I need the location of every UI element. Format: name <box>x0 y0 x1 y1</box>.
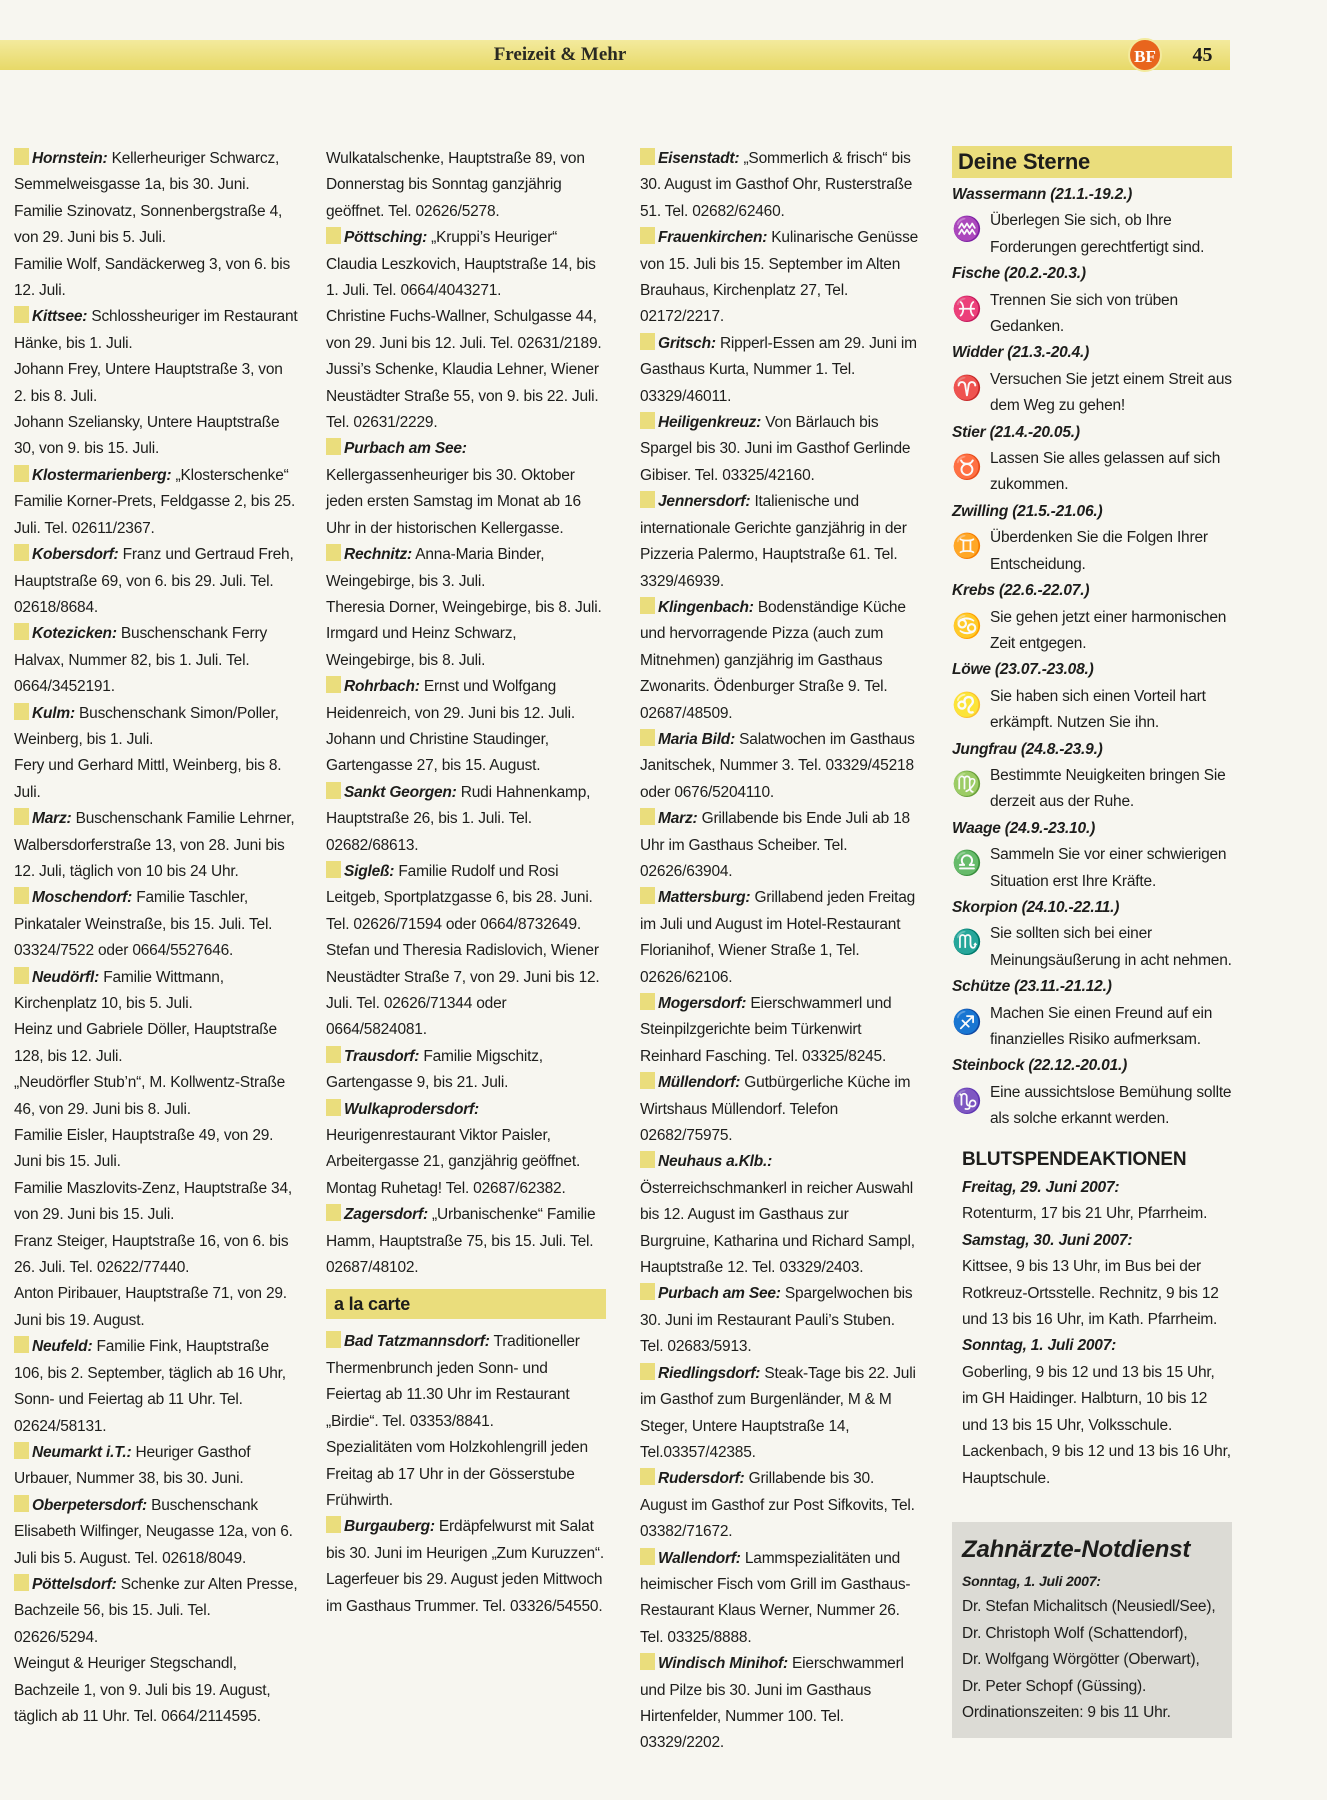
listing-text: Erdäpfelwurst mit Salat bis 30. Juni im Heurigen „Zum Kuruzzen“. <box>326 1518 605 1562</box>
sign-text: Überlegen Sie sich, ob Ihre Forderungen gerechtfertigt sind. <box>990 212 1205 256</box>
sign-title: Löwe (23.07.-23.08.) <box>952 661 1094 679</box>
place-name: Eisenstadt: <box>658 150 740 167</box>
listing-entry <box>326 436 606 542</box>
place-name: Oberpetersdorf: <box>32 1496 147 1514</box>
bullet-marker <box>14 808 29 825</box>
listing-entry <box>14 753 298 806</box>
place-name: Frauenkirchen: <box>658 229 768 247</box>
sign-text: Sie sollten sich bei einer Meinungsäußerung in acht nehmen. <box>990 925 1232 969</box>
sign-title: Krebs (22.6.-22.07.) <box>952 582 1090 600</box>
bullet-marker <box>14 1495 29 1512</box>
place-name: Bad Tatzmannsdorf: <box>344 1333 490 1351</box>
bullet-marker <box>326 544 341 561</box>
dentist-doctor: Dr. Stefan Michalitsch (Neusiedl/See), <box>962 1598 1216 1616</box>
bullet-marker <box>640 887 655 904</box>
bullet-marker <box>326 861 341 878</box>
horoscope-sign <box>952 895 1232 974</box>
listing-text: Familie Rudolf und Rosi Leitgeb, Sportplatzgasse 6, bis 28. Juni. Tel. 02626/71594 oder 0664/8732649. <box>326 862 593 933</box>
place-name: Kittsee: <box>32 308 88 326</box>
column-heuriger-1 <box>14 146 298 1730</box>
place-name: Rudersdorf: <box>658 1470 745 1488</box>
bullet-marker <box>14 887 29 904</box>
cancer-icon: ♋ <box>952 612 982 640</box>
listing-text: Steak-Tage bis 22. Juli im Gasthof zum Burgenländer, M & M Steger, Untere Hauptstraße 14, Tel.03357/42385. <box>640 1364 916 1461</box>
horoscope-list <box>952 182 1232 1133</box>
listing-entry <box>14 1572 298 1651</box>
sign-title: Fische (20.2.-20.3.) <box>952 265 1086 283</box>
listing-entry <box>14 1123 298 1176</box>
horoscope-sign <box>952 182 1232 261</box>
bullet-marker <box>640 1151 655 1168</box>
listing-entry <box>640 225 922 331</box>
place-name: Zagersdorf: <box>344 1206 428 1224</box>
listing-entry <box>640 1281 922 1360</box>
sign-text: Sie gehen jetzt einer harmonischen Zeit entgegen. <box>990 608 1227 652</box>
place-name: Moschendorf: <box>32 889 133 907</box>
listing-entry <box>640 991 922 1070</box>
listing-entry <box>14 463 298 542</box>
listing-entry <box>326 1514 606 1567</box>
listing-entry <box>14 252 298 305</box>
place-name: Kulm: <box>32 704 75 722</box>
listing-text: Heinz und Gabriele Döller, Hauptstraße 128, bis 12. Juli. <box>14 1021 277 1065</box>
listing-text: Von Bärlauch bis Spargel bis 30. Juni im Gasthof Gerlinde Gibiser. Tel. 03325/42160. <box>640 414 911 484</box>
bullet-marker <box>640 1072 655 1089</box>
listing-entry <box>326 1329 606 1435</box>
sign-text: Überdenken Sie die Folgen Ihrer Entscheidung. <box>990 529 1208 573</box>
bullet-marker <box>14 1442 29 1459</box>
listing-text: Johann Szeliansky, Untere Hauptstraße 30, von 9. bis 15. Juli. <box>14 414 280 458</box>
listing-entry <box>326 1202 606 1281</box>
listing-entry <box>14 1017 298 1070</box>
sign-title: Zwilling (21.5.-21.06.) <box>952 502 1103 520</box>
bullet-marker <box>326 1331 341 1348</box>
listing-text: Familie Fink, Hauptstraße 106, bis 2. September, täglich ab 16 Uhr, Sonn- und Feiertag ab 11 Uhr. Tel. 02624/58131. <box>14 1338 286 1435</box>
listing-text: Weingut & Heuriger Stegschandl, Bachzeile 1, von 9. Juli bis 19. August, täglich ab 11 Uhr. Tel. 0664/2114595. <box>14 1655 271 1725</box>
listing-entry <box>640 1546 922 1652</box>
place-name: Heiligenkreuz: <box>658 414 762 432</box>
listing-entry <box>640 727 922 806</box>
listing-text: Spezialitäten vom Holzkohlengrill jeden Freitag ab 17 Uhr in der Gösserstube Frühwirth. <box>326 1439 588 1509</box>
listing-text: Grillabende bis 30. August im Gasthof zur Post Sifkovits, Tel. 03382/71672. <box>640 1470 915 1541</box>
listing-entry <box>640 1070 922 1149</box>
listing-entry <box>14 806 298 885</box>
listing-text: Buschenschank Simon/Poller, Weinberg, bis 1. Juli. <box>14 704 279 748</box>
listing-text: Schenke zur Alten Presse, Bachzeile 56, bis 15. Juli. Tel. 02626/5294. <box>14 1575 298 1646</box>
gemini-icon: ♊ <box>952 533 982 561</box>
sign-text: Versuchen Sie jetzt einem Streit aus dem Weg zu gehen! <box>990 370 1232 415</box>
listing-text: Irmgard und Heinz Schwarz, Weingebirge, bis 8. Juli. <box>326 625 517 669</box>
place-name: Klingenbach: <box>658 598 754 616</box>
place-name: Mattersburg: <box>658 889 751 907</box>
sign-title: Steinbock (22.12.-20.01.) <box>952 1057 1128 1075</box>
dentist-doctor: Dr. Peter Schopf (Güssing). <box>962 1677 1147 1695</box>
dentist-date: Sonntag, 1. Juli 2007: <box>962 1572 1101 1589</box>
bullet-marker <box>640 412 655 429</box>
bullet-marker <box>640 1548 655 1565</box>
bullet-marker <box>640 333 655 350</box>
listing-entry <box>326 146 606 225</box>
a-la-carte-list <box>326 1329 606 1619</box>
listing-text: „Kruppi’s Heuriger“ Claudia Leszkovich, Hauptstraße 14, bis 1. Juli. Tel. 0664/4043271. <box>326 229 596 300</box>
listing-entry <box>640 489 922 595</box>
listing-entry <box>14 1176 298 1229</box>
horoscope-heading: Deine Sterne <box>952 146 1232 178</box>
bullet-marker <box>14 148 29 165</box>
listing-text: Kellergassenheuriger bis 30. Oktober jeden ersten Samstag im Monat ab 16 Uhr in der historischen Kellergasse. <box>326 466 581 537</box>
place-name: Mogersdorf: <box>658 995 747 1012</box>
place-name: Rechnitz: <box>344 546 412 564</box>
horoscope-sign <box>952 657 1232 736</box>
listing-text: Grillabend jeden Freitag im Juli und August im Hotel-Restaurant Florianihof, Wiener Straße 1, Tel. 02626/62106. <box>640 889 916 986</box>
listing-text: Eierschwammerl und Steinpilzgerichte beim Türkenwirt Reinhard Fasching. Tel. 03325/8245. <box>640 995 892 1065</box>
horoscope-sign <box>952 974 1232 1053</box>
listing-text: Lammspezialitäten und heimischer Fisch vom Grill im Gasthaus-Restaurant Klaus Werner, Nummer 26. Tel. 03325/8888. <box>640 1549 911 1646</box>
place-name: Maria Bild: <box>658 730 736 748</box>
bullet-marker <box>14 967 29 984</box>
listing-entry <box>640 806 922 885</box>
listing-text: Kellerheuriger Schwarcz, Semmelweisgasse 1a, bis 30. Juni. <box>14 150 280 194</box>
sign-text: Eine aussichtslose Bemühung sollte als solche erkannt werden. <box>990 1083 1232 1128</box>
dentist-doctor: Dr. Christoph Wolf (Schattendorf), <box>962 1624 1188 1642</box>
place-name: Rohrbach: <box>344 678 420 696</box>
place-name: Müllendorf: <box>658 1074 741 1092</box>
listing-text: „Urbanischenke“ Familie Hamm, Hauptstraße 75, bis 15. Juli. Tel. 02687/48102. <box>326 1206 596 1277</box>
place-name: Neufeld: <box>32 1338 93 1356</box>
place-name: Neudörfl: <box>32 968 100 986</box>
dentist-list <box>962 1594 1222 1700</box>
bullet-marker <box>326 1204 341 1221</box>
listing-entry <box>640 1466 922 1545</box>
listing-entry <box>326 225 606 304</box>
listing-text: Familie Migschitz, Gartengasse 9, bis 21. Juli. <box>326 1047 543 1092</box>
bullet-marker <box>14 306 29 323</box>
dentist-doctor: Dr. Wolfgang Wörgötter (Oberwart), <box>962 1651 1200 1669</box>
listing-text: Rudi Hahnenkamp, Hauptstraße 26, bis 1. Juli. Tel. 02682/68613. <box>326 783 591 854</box>
horoscope-sign <box>952 816 1232 895</box>
place-name: Jennersdorf: <box>658 493 751 511</box>
listing-entry <box>326 357 606 436</box>
listing-entry <box>14 1651 298 1730</box>
bullet-marker <box>640 808 655 825</box>
sign-title: Wassermann (21.1.-19.2.) <box>952 186 1133 203</box>
listing-entry <box>640 1361 922 1467</box>
listing-text: Anton Piribauer, Hauptstraße 71, von 29. Juni bis 19. August. <box>14 1285 287 1329</box>
listing-text: Buschenschank Familie Lehrner, Walbersdorferstraße 13, von 28. Juni bis 12. Juli, täglich von 10 bis 24 Uhr. <box>14 810 295 880</box>
donation-text: Goberling, 9 bis 12 und 13 bis 15 Uhr, im GH Haidinger. Halbturn, 10 bis 12 und 13 bis 15 Uhr, Volksschule. Lackenbach, 9 bis 12 und 13 bis 16 Uhr, Hauptschule. <box>962 1363 1231 1487</box>
listing-text: Kulinarische Genüsse von 15. Juli bis 15. September im Alten Brauhaus, Kirchenplatz 27, Tel. 02172/2217. <box>640 229 919 326</box>
column-a-la-carte <box>640 146 922 1757</box>
bullet-marker <box>14 1336 29 1353</box>
listing-text: Anna-Maria Binder, Weingebirge, bis 3. Juli. <box>326 546 545 590</box>
horoscope-sign <box>952 1053 1232 1132</box>
listing-text: Familie Wittmann, Kirchenplatz 10, bis 5. Juli. <box>14 968 224 1012</box>
donation-date: Sonntag, 1. Juli 2007: <box>962 1337 1117 1355</box>
listing-entry <box>640 410 922 489</box>
place-name: Marz: <box>32 810 72 828</box>
listing-text: Spargelwochen bis 30. Juni im Restaurant Pauli’s Stuben. Tel. 02683/5913. <box>640 1285 913 1356</box>
place-name: Neumarkt i.T.: <box>32 1443 132 1461</box>
sign-text: Machen Sie einen Freund auf ein finanzielles Risiko aufmerksam. <box>990 1004 1213 1048</box>
listing-entry <box>326 780 606 859</box>
sign-text: Sammeln Sie vor einer schwierigen Situation erst Ihre Kräfte. <box>990 846 1227 890</box>
pisces-icon: ♓ <box>952 295 982 323</box>
horoscope-sign <box>952 261 1232 340</box>
bullet-marker <box>326 438 341 455</box>
listing-text: Gutbürgerliche Küche im Wirtshaus Müllendorf. Telefon 02682/75975. <box>640 1074 911 1145</box>
listing-text: Franz Steiger, Hauptstraße 16, von 6. bis 26. Juli. Tel. 02622/77440. <box>14 1232 289 1277</box>
place-name: Hornstein: <box>32 150 108 167</box>
place-name: Neuhaus a.Klb.: <box>658 1153 773 1171</box>
listing-text: „Sommerlich & frisch“ bis 30. August im Gasthof Ohr, Rusterstraße 51. Tel. 02682/62460. <box>640 150 913 220</box>
page-number: 45 <box>1192 44 1213 66</box>
libra-icon: ♎ <box>952 850 982 878</box>
listing-entry <box>640 885 922 991</box>
bullet-marker <box>640 597 655 614</box>
listing-entry <box>14 410 298 463</box>
donation-text: Kittsee, 9 bis 13 Uhr, im Bus bei der Rotkreuz-Ortsstelle. Rechnitz, 9 bis 12 und 13 bis 16 Uhr, im Kath. Pfarrheim. <box>962 1258 1219 1329</box>
listing-text: Eierschwammerl und Pilze bis 30. Juni im Gasthaus Hirtenfelder, Nummer 100. Tel. 03329/2202. <box>640 1655 904 1752</box>
bullet-marker <box>14 1574 29 1591</box>
listing-text: Familie Wolf, Sandäckerweg 3, von 6. bis 12. Juli. <box>14 255 291 300</box>
horoscope-sign <box>952 578 1232 657</box>
dentist-hours: Ordinationszeiten: 9 bis 11 Uhr. <box>962 1703 1171 1721</box>
listing-entry <box>14 357 298 410</box>
blood-donation-list <box>962 1175 1232 1492</box>
listing-text: Theresia Dorner, Weingebirge, bis 8. Juli. <box>326 598 602 616</box>
donation-date: Freitag, 29. Juni 2007: <box>962 1179 1120 1197</box>
listing-text: Italienische und internationale Gerichte ganzjährig in der Pizzeria Palermo, Hauptstraße 61. Tel. 3329/46939. <box>640 493 907 590</box>
place-name: Sigleß: <box>344 862 395 880</box>
listing-text: Heurigenrestaurant Viktor Paisler, Arbeitergasse 21, ganzjährig geöffnet. Montag Ruhetag! Tel. 02687/62382. <box>326 1127 581 1197</box>
listing-entry <box>14 304 298 357</box>
leo-icon: ♌ <box>952 691 982 719</box>
listing-entry <box>326 1097 606 1203</box>
listing-text: Familie Maszlovits-Zenz, Hauptstraße 34, von 29. Juni bis 15. Juli. <box>14 1179 292 1224</box>
place-name: Pöttsching: <box>344 229 428 247</box>
bullet-marker <box>640 729 655 746</box>
listing-entry <box>14 1281 298 1334</box>
sign-text: Lassen Sie alles gelassen auf sich zukommen. <box>990 450 1221 494</box>
listing-entry <box>326 304 606 357</box>
listing-entry <box>14 1493 298 1572</box>
listing-entry <box>14 542 298 621</box>
bullet-marker <box>640 1653 655 1670</box>
column-heuriger-2 <box>326 146 606 1620</box>
listing-text: Jussi’s Schenke, Klaudia Lehner, Wiener Neustädter Straße 55, von 9. bis 22. Juli. Tel. 02631/2229. <box>326 361 599 432</box>
listing-entry <box>640 1651 922 1757</box>
listing-entry <box>326 1567 606 1620</box>
bullet-marker <box>14 623 29 640</box>
listing-text: Familie Szinovatz, Sonnenbergstraße 4, von 29. Juni bis 5. Juli. <box>14 202 283 247</box>
listing-entry <box>14 1070 298 1123</box>
sagittarius-icon: ♐ <box>952 1008 982 1036</box>
virgo-icon: ♍ <box>952 770 982 798</box>
place-name: Purbach am See: <box>344 440 467 458</box>
sign-title: Schütze (23.11.-21.12.) <box>952 978 1112 996</box>
place-name: Burgauberg: <box>344 1518 435 1536</box>
listing-text: Familie Taschler, Pinkataler Weinstraße, bis 15. Juli. Tel. 03324/7522 oder 0664/5527646. <box>14 889 273 960</box>
place-name: Marz: <box>658 810 698 828</box>
sign-title: Stier (21.4.-20.05.) <box>952 423 1080 441</box>
listing-text: Johann und Christine Staudinger, Gartengasse 27, bis 15. August. <box>326 730 549 775</box>
listing-text: Buschenschank Elisabeth Wilfinger, Neugasse 12a, von 6. Juli bis 5. August. Tel. 02618/8049. <box>14 1496 293 1567</box>
listing-entry <box>326 595 606 621</box>
listing-text: Lagerfeuer bis 29. August jeden Mittwoch im Gasthaus Trummer. Tel. 03326/54550. <box>326 1571 603 1615</box>
bullet-marker <box>640 148 655 165</box>
listing-entry <box>640 595 922 727</box>
sign-title: Jungfrau (24.8.-23.9.) <box>952 740 1103 758</box>
listing-text: Ripperl-Essen am 29. Juni im Gasthaus Kurta, Nummer 1. Tel. 03329/46011. <box>640 334 917 405</box>
listing-text: Familie Eisler, Hauptstraße 49, von 29. Juni bis 15. Juli. <box>14 1127 274 1171</box>
sign-title: Waage (24.9.-23.10.) <box>952 819 1096 837</box>
bullet-marker <box>326 676 341 693</box>
listing-entry <box>14 621 298 700</box>
sign-text: Sie haben sich einen Vorteil hart erkämpft. Nutzen Sie ihn. <box>990 687 1206 732</box>
place-name: Wulkaprodersdorf: <box>344 1100 479 1118</box>
listing-entry <box>326 674 606 727</box>
place-name: Gritsch: <box>658 334 716 352</box>
bullet-marker <box>640 1283 655 1300</box>
listing-entry <box>14 1440 298 1493</box>
section-title: Freizeit & Mehr <box>493 44 627 65</box>
listing-entry <box>326 1044 606 1097</box>
sign-title: Widder (21.3.-20.4.) <box>952 344 1090 362</box>
dentist-box <box>952 1522 1232 1738</box>
listing-entry <box>326 542 606 595</box>
listing-entry <box>326 938 606 1044</box>
taurus-icon: ♉ <box>952 454 982 482</box>
listing-text: „Neudörfler Stub’n“, M. Kollwentz-Straße 46, von 29. Juni bis 8. Juli. <box>14 1074 286 1118</box>
horoscope-sign <box>952 420 1232 499</box>
heuriger-list-continued <box>326 146 606 1281</box>
listing-entry <box>14 146 298 199</box>
column-sidebar <box>952 146 1232 1738</box>
listing-entry <box>326 727 606 780</box>
place-name: Pöttelsdorf: <box>32 1575 117 1593</box>
dentist-heading: Zahnärzte-Notdienst <box>962 1535 1191 1563</box>
listing-text: Heuriger Gasthof Urbauer, Nummer 38, bis 30. Juni. <box>14 1443 251 1488</box>
listing-text: Fery und Gerhard Mittl, Weinberg, bis 8. Juli. <box>14 757 282 801</box>
horoscope-sign <box>952 737 1232 816</box>
bullet-marker <box>326 782 341 799</box>
listing-text: „Klosterschenke“ Familie Korner-Prets, Feldgasse 2, bis 25. Juli. Tel. 02611/2367. <box>14 466 296 537</box>
donation-date: Samstag, 30. Juni 2007: <box>962 1231 1133 1249</box>
a-la-carte-heading: a la carte <box>326 1289 606 1319</box>
place-name: Windisch Minihof: <box>658 1655 788 1673</box>
sign-text: Bestimmte Neuigkeiten bringen Sie derzeit aus der Ruhe. <box>990 766 1226 811</box>
listing-entry <box>640 1149 922 1281</box>
bullet-marker <box>326 1099 341 1116</box>
place-name: Klostermarienberg: <box>32 466 172 484</box>
listing-entry <box>326 621 606 674</box>
listing-text: Traditioneller Thermenbrunch jeden Sonn- und Feiertag ab 11.30 Uhr im Restaurant „Birdie“. Tel. 03353/8841. <box>326 1333 580 1430</box>
listing-text: Österreichschmankerl in reicher Auswahl bis 12. August im Gasthaus zur Burgruine, Katharina und Richard Sampl, Hauptstraße 12. Tel. 03329/2403. <box>640 1179 915 1277</box>
place-name: Purbach am See: <box>658 1285 781 1303</box>
scorpio-icon: ♏ <box>952 929 982 957</box>
place-name: Riedlingsdorf: <box>658 1364 761 1382</box>
horoscope-sign <box>952 340 1232 419</box>
listing-entry <box>14 1334 298 1440</box>
bullet-marker <box>640 491 655 508</box>
place-name: Kotezicken: <box>32 625 117 643</box>
bullet-marker <box>640 993 655 1010</box>
horoscope-sign <box>952 499 1232 578</box>
bullet-marker <box>14 465 29 482</box>
listing-entry <box>640 331 922 410</box>
listing-text: Ernst und Wolfgang Heidenreich, von 29. Juni bis 12. Juli. <box>326 678 575 722</box>
bullet-marker <box>326 1046 341 1063</box>
place-name: Wallendorf: <box>658 1549 741 1567</box>
aquarius-icon: ♒ <box>952 216 982 244</box>
donation-text: Rotenturm, 17 bis 21 Uhr, Pfarrheim. <box>962 1205 1208 1223</box>
listing-entry <box>14 701 298 754</box>
listing-entry <box>14 199 298 252</box>
sign-text: Trennen Sie sich von trüben Gedanken. <box>990 291 1178 336</box>
bullet-marker <box>326 1516 341 1533</box>
listing-text: Grillabende bis Ende Juli ab 18 Uhr im Gasthaus Scheiber. Tel. 02626/63904. <box>640 810 910 880</box>
listing-text: Franz und Gertraud Freh, Hauptstraße 69, von 6. bis 29. Juli. Tel. 02618/8684. <box>14 546 294 616</box>
capricorn-icon: ♑ <box>952 1087 982 1115</box>
bullet-marker <box>640 227 655 244</box>
place-name: Trausdorf: <box>344 1047 420 1065</box>
bullet-marker <box>326 227 341 244</box>
bullet-marker <box>14 544 29 561</box>
listing-text: Wulkatalschenke, Hauptstraße 89, von Donnerstag bis Sonntag ganzjährig geöffnet. Tel. 02626/5278. <box>326 150 585 220</box>
bf-logo: BF <box>1128 38 1162 72</box>
bullet-marker <box>14 703 29 720</box>
sign-title: Skorpion (24.10.-22.11.) <box>952 898 1120 916</box>
listing-text: Salatwochen im Gasthaus Janitschek, Nummer 3. Tel. 03329/45218 oder 0676/5204110. <box>640 730 915 801</box>
place-name: Kobersdorf: <box>32 546 119 564</box>
listing-entry <box>326 1435 606 1514</box>
listing-text: Stefan und Theresia Radislovich, Wiener Neustädter Straße 7, von 29. Juni bis 12. Juli. Tel. 02626/71344 oder 0664/5824081. <box>326 942 600 1039</box>
listing-text: Buschenschank Ferry Halvax, Nummer 82, bis 1. Juli. Tel. 0664/3452191. <box>14 625 268 696</box>
aries-icon: ♈ <box>952 374 982 402</box>
listing-text: Christine Fuchs-Wallner, Schulgasse 44, von 29. Juni bis 12. Juli. Tel. 02631/2189. <box>326 308 602 352</box>
bullet-marker <box>640 1468 655 1485</box>
bullet-marker <box>640 1363 655 1380</box>
listing-entry <box>640 146 922 225</box>
listing-entry <box>326 859 606 938</box>
listing-text: Johann Frey, Untere Hauptstraße 3, von 2. bis 8. Juli. <box>14 361 283 405</box>
listing-entry <box>14 965 298 1018</box>
listing-entry <box>14 1229 298 1282</box>
place-name: Sankt Georgen: <box>344 783 457 801</box>
blood-donation-heading: BLUTSPENDEAKTIONEN <box>962 1148 1187 1170</box>
listing-text: Bodenständige Küche und hervorragende Pizza (auch zum Mitnehmen) ganzjährig im Gasthaus Zwonarits. Ödenburger Straße 9. Tel. 02687/48509. <box>640 598 906 722</box>
listing-entry <box>14 885 298 964</box>
listing-text: Schlossheuriger im Restaurant Hänke, bis 1. Juli. <box>14 308 298 352</box>
